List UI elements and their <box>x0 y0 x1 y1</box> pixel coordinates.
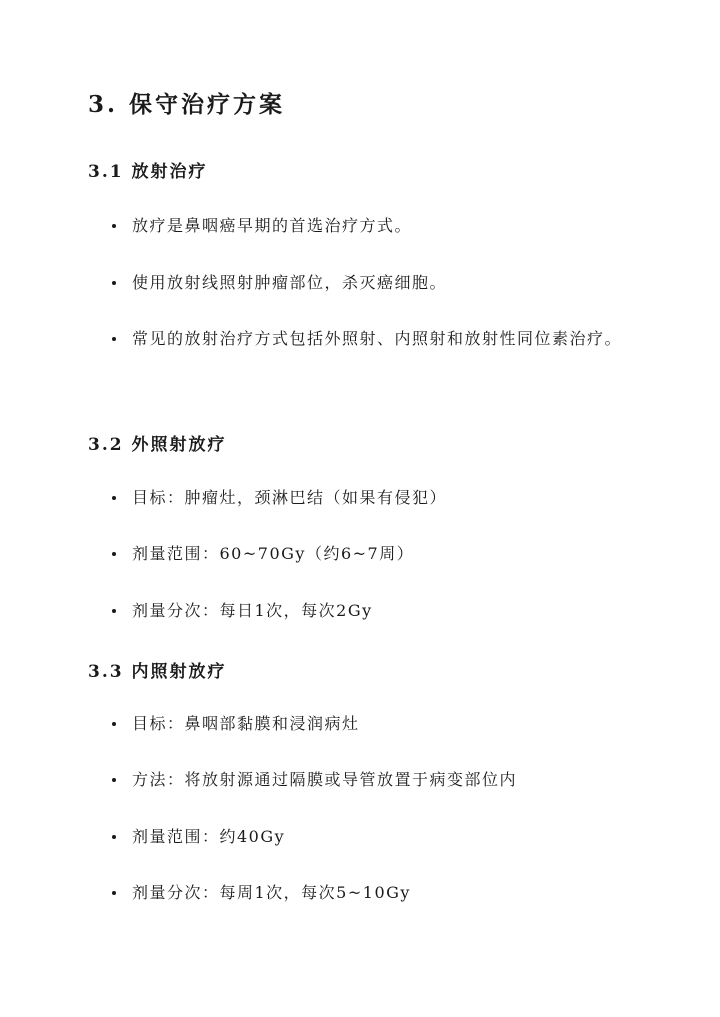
subsection-heading-3-1: 3.1 放射治疗 <box>88 162 208 182</box>
list-item <box>110 702 630 746</box>
list-item-text: 剂量分次：每周1次，每次5~10Gy <box>132 883 411 902</box>
list-item-text: 目标：鼻咽部黏膜和浸润病灶 <box>132 714 360 733</box>
list-item-text: 剂量范围：60~70Gy（约6~7周） <box>132 544 415 563</box>
list-item-text: 放疗是鼻咽癌早期的首选治疗方式。 <box>132 216 413 235</box>
list-item-text: 使用放射线照射肿瘤部位，杀灭癌细胞。 <box>132 273 448 292</box>
subsection-heading-3-2: 3.2 外照射放疗 <box>88 435 227 455</box>
list-item <box>110 532 630 576</box>
list-item <box>110 589 630 633</box>
list-item-text: 剂量范围：约40Gy <box>132 827 286 846</box>
list-item <box>110 204 630 248</box>
list-item-text: 剂量分次：每日1次，每次2Gy <box>132 601 373 620</box>
list-item <box>110 758 630 802</box>
list-item <box>110 317 630 361</box>
list-item-text: 目标：肿瘤灶，颈淋巴结（如果有侵犯） <box>132 488 448 507</box>
subsection-heading-3-3: 3.3 内照射放疗 <box>88 662 227 682</box>
list-item-text: 方法：将放射源通过隔膜或导管放置于病变部位内 <box>132 770 518 789</box>
list-item <box>110 261 630 305</box>
section-title: 3. 保守治疗方案 <box>88 91 286 118</box>
list-item <box>110 871 630 915</box>
list-item-text: 常见的放射治疗方式包括外照射、内照射和放射性同位素治疗。 <box>132 329 623 348</box>
list-item <box>110 815 630 859</box>
list-item <box>110 476 630 520</box>
